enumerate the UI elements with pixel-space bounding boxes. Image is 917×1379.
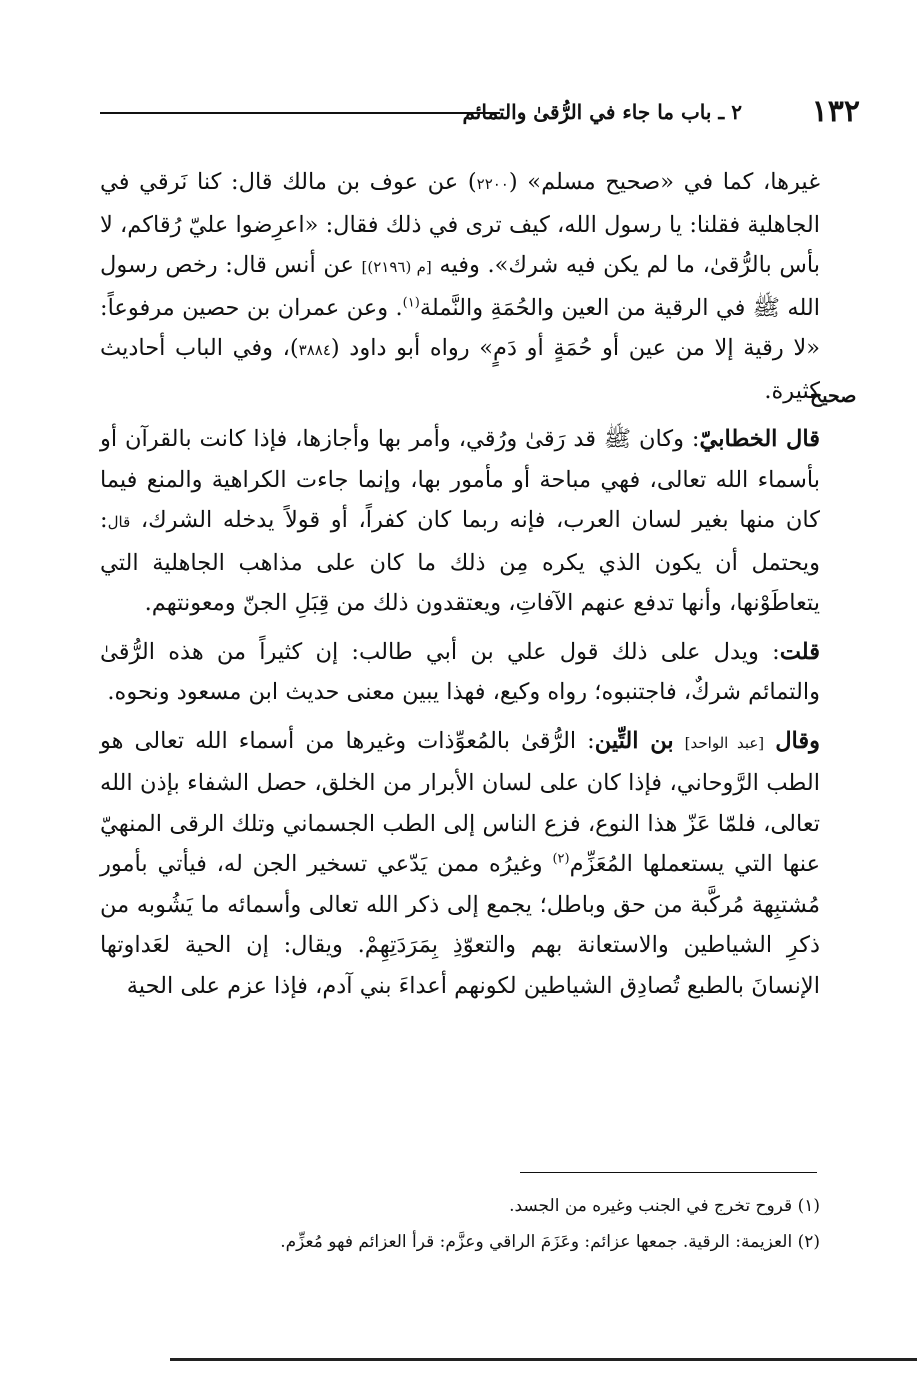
footnotes [100,1188,820,1260]
bracket-note: [عبد الواحد] [684,733,765,752]
scan-edge-line [170,1358,917,1361]
paragraph-4: وقال [عبد الواحد] بن التِّين: الرُّقىٰ بالمُعوِّذات وغيرها من أسماء الله تعالى هو الطب الرَّوحاني، فإذا كان على لسان الأبرار من الخلق، حصل الشفاء بإذن الله تعالى، فلمّا عَزّ هذا النوع، فزع الناس إلى الطب الجسماني وتلك الرقى المنهيّ عنها التي يستعملها المُعَزِّم$^{(٢)}$ وغيرُه ممن يَدّعي تسخير الجن له، فيأتي بأمور مُشتبِهة مُركَّبة من حق وباطل؛ يجمع إلى ذكر الله تعالى وأسمائه ما يَشُوبه من ذكرِ الشياطين والاستعانة بهم والتعوّذِ بِمَرَدَتِهِمْ. ويقال: إن الحية لعَداوتها الإنسانَ بالطبع تُصادِق الشياطين لكونهم أعداءَ بني آدم، فإذا عزم على الحية [100,727,821,999]
hadith-number: ٣٨٨٤ [298,341,331,359]
footnote-2: (٢) العزيمة: الرقية. جمعها عزائم: وعَزَمَ الراقي وعزَّم: قرأ العزائم فهو مُعزِّم. [280,1232,820,1252]
paragraph-1: غيرها، كما في «صحيح مسلم» (٢٢٠٠) عن عوف بن مالك قال: كنا نَرقي في الجاهلية فقلنا: يا رسول الله، كيف ترى في ذلك فقال: «اعرِضوا عليّ رُقاكم، لا بأس بالرُّقىٰ، ما لم يكن فيه شرك». وفيه [م (٢١٩٦)] عن أنس قال: رخص رسول الله ﷺ في الرقية من العين والحُمَةِ والنَّملة$^{(١)}$. وعن عمران بن حصين مرفوعاً: «لا رقية إلا من عين أو حُمَةٍ أو دَمٍ» رواه أبو داود (٣٨٨٤)، وفي الباب أحاديث كثيرة. [100,169,820,404]
footnote-marker-1: (١) [402,295,420,310]
page-header [100,92,860,132]
footnote-1: (١) قروح تخرج في الجنب وغيره من الجسد. [509,1196,820,1216]
paragraph-3: قلت: ويدل على ذلك قول علي بن أبي طالب: إن كثيراً من هذه الرُّقىٰ والتمائم شركٌ، فاجتنبوه؛ رواه وكيع، فهذا يبين معنى حديث ابن مسعود ونحوه. [100,638,820,705]
header-rule [100,112,500,114]
main-text [100,162,820,1014]
speaker-label: وقال [775,727,821,754]
page-number: ١٣٢ [811,94,860,129]
margin-grade-note: صحيح [810,385,857,407]
source-reference: [م (٢١٩٦)] [361,258,432,276]
hadith-number: ٢٢٠٠ [476,175,509,193]
speaker-label: قال الخطابيّ [699,426,820,452]
footnote-separator [520,1172,817,1173]
scholar-name: بن التِّين [594,727,674,754]
chapter-title: ٢ ـ باب ما جاء في الرُّقىٰ والتمائم [462,100,742,124]
speaker-label: قلت [779,638,820,665]
footnote-marker-2: (٢) [552,851,570,867]
paragraph-2: قال الخطابيّ: وكان ﷺ قد رَقىٰ ورُقي، وأمر بها وأجازها، فإذا كانت بالقرآن أو بأسماء الله تعالى، فهي مباحة أو مأمور بها، وإنما جاءت الكراهية والمنع فيما كان منها بغير لسان العرب، فإنه ربما كان كفراً، أو قولاً يدخله الشرك، قال: ويحتمل أن يكون الذي يكره مِن ذلك ما كان على مذاهب الجاهلية التي يتعاطَوْنها، وأنها تدفع عنهم الآفاتِ، ويعتقدون ذلك من قِبَلِ الجنّ ومعونتهم. [100,426,820,616]
